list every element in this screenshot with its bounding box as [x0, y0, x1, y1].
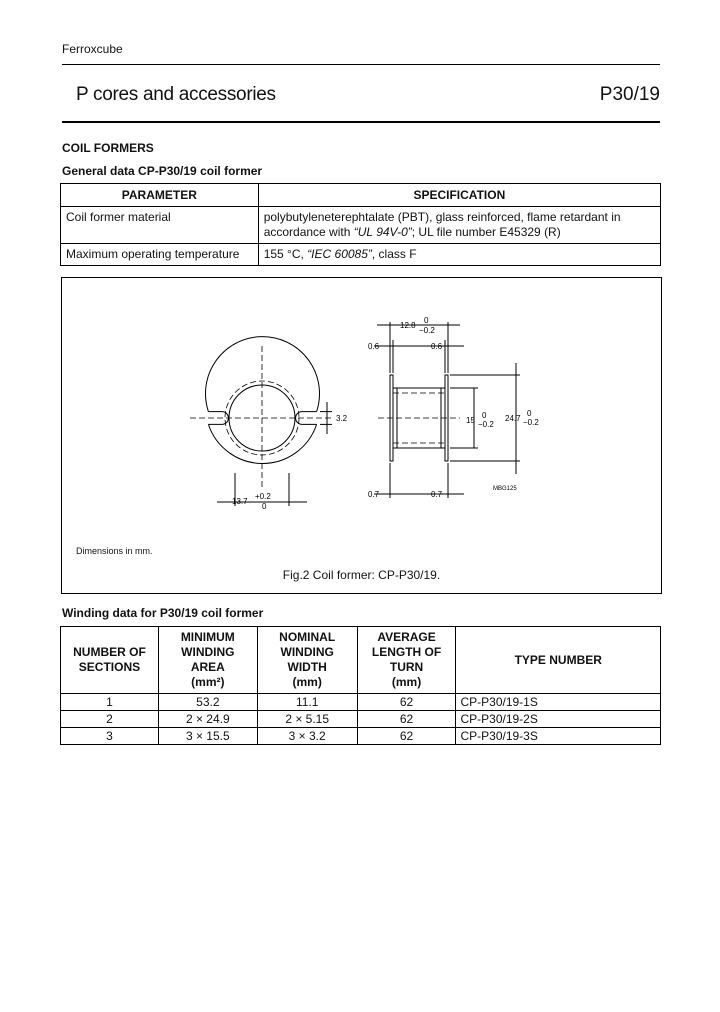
- spec-standard: “IEC 60085”: [307, 247, 372, 261]
- general-data-title: General data CP-P30/19 coil former: [62, 164, 263, 178]
- sections-cell: 3: [61, 728, 159, 745]
- specification-cell: [258, 207, 660, 244]
- side-view: [374, 322, 520, 498]
- flange-right-label: 0.6: [431, 342, 443, 351]
- company-name: Ferroxcube: [62, 42, 123, 56]
- flange-bottom-right-label: 0.7: [431, 490, 443, 499]
- bottom-width-label: 13.7: [232, 497, 248, 506]
- table-row: [61, 244, 661, 266]
- figure-panel: [61, 277, 662, 594]
- document-title: P cores and accessories: [76, 84, 276, 105]
- general-data-table: [60, 183, 661, 266]
- drawing-code: MBG125: [493, 486, 517, 492]
- slot-width-label: 3.2: [336, 414, 348, 423]
- flange-left-label: 0.6: [368, 342, 380, 351]
- turn-cell: 62: [357, 711, 456, 728]
- spec-text: polybutyleneterephtalate (PBT), glass reinforced, flame retardant in: [263, 210, 621, 224]
- figure-caption: Fig.2 Coil former: CP-P30/19.: [282, 568, 441, 582]
- table-header-row: [61, 184, 661, 207]
- bottom-tol-lower: 0: [262, 502, 267, 511]
- table-row: [61, 728, 661, 745]
- flange-bottom-left-label: 0.7: [368, 490, 380, 499]
- table-header-row: [61, 627, 661, 694]
- inner-tol-upper: 0: [482, 411, 487, 420]
- area-cell: 53.2: [158, 694, 257, 711]
- outer-dia-label: 24.7: [505, 414, 521, 423]
- top-tol-lower: −0.2: [419, 326, 435, 335]
- column-header: MINIMUM WINDING AREA (mm²): [158, 627, 257, 694]
- outer-tol-lower: −0.2: [523, 418, 539, 427]
- type-number-cell: CP-P30/19-1S: [456, 694, 661, 711]
- winding-data-table: [60, 626, 661, 745]
- column-header: NOMINAL WINDING WIDTH (mm): [257, 627, 357, 694]
- inner-tol-lower: −0.2: [478, 420, 494, 429]
- table-row: [61, 694, 661, 711]
- outer-ring-upper: [206, 337, 320, 412]
- spec-standard: “UL 94V-0”: [353, 225, 412, 239]
- area-cell: 3 × 15.5: [158, 728, 257, 745]
- column-header: PARAMETER: [61, 184, 259, 207]
- table-row: [61, 207, 661, 244]
- turn-cell: 62: [357, 694, 456, 711]
- spec-text: , class F: [371, 247, 417, 261]
- column-header: SPECIFICATION: [258, 184, 660, 207]
- parameter-cell: Coil former material: [61, 207, 259, 244]
- table-row: [61, 711, 661, 728]
- top-tol-upper: 0: [424, 316, 429, 325]
- type-number-cell: CP-P30/19-2S: [456, 711, 661, 728]
- header-rule-top: [62, 64, 660, 65]
- column-header: AVERAGE LENGTH OF TURN (mm): [357, 627, 456, 694]
- width-cell: 11.1: [257, 694, 357, 711]
- spec-text: ; UL file number E45329 (R): [411, 225, 561, 239]
- turn-cell: 62: [357, 728, 456, 745]
- document-code: P30/19: [599, 84, 660, 105]
- outer-tol-upper: 0: [527, 409, 532, 418]
- front-view: [190, 337, 334, 506]
- inner-dia-label: 15: [466, 416, 475, 425]
- spec-text: accordance with: [263, 225, 354, 239]
- area-cell: 2 × 24.9: [158, 711, 257, 728]
- sections-cell: 2: [61, 711, 159, 728]
- specification-cell: [258, 244, 660, 266]
- parameter-cell: Maximum operating temperature: [61, 244, 259, 266]
- type-number-cell: CP-P30/19-3S: [456, 728, 661, 745]
- width-cell: 3 × 3.2: [257, 728, 357, 745]
- width-cell: 2 × 5.15: [257, 711, 357, 728]
- dimension-labels: [232, 316, 539, 511]
- column-header: TYPE NUMBER: [456, 627, 661, 694]
- section-title: COIL FORMERS: [62, 141, 154, 155]
- winding-data-title: Winding data for P30/19 coil former: [62, 606, 264, 620]
- outer-ring-lower: [208, 424, 316, 463]
- spec-text: 155 °C,: [263, 247, 308, 261]
- top-width-label: 12.8: [400, 321, 416, 330]
- column-header: NUMBER OF SECTIONS: [61, 627, 159, 694]
- sections-cell: 1: [61, 694, 159, 711]
- bottom-tol-upper: +0.2: [255, 492, 271, 501]
- dimensions-note: Dimensions in mm.: [76, 546, 153, 556]
- header-rule-bottom: [62, 121, 660, 123]
